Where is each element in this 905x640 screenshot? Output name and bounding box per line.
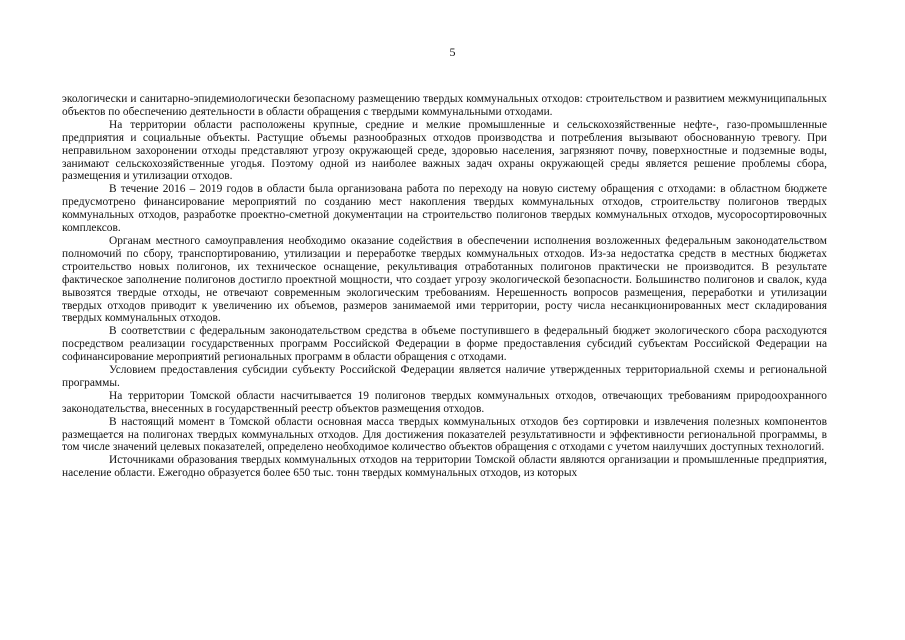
paragraph-3: В течение 2016 – 2019 годов в области была организована работа по переходу на новую систему обращения с отходами: в областном бюджете предусмотрено финансирование мероприятий по созданию мест накопления твердых коммунальных отходов, строительству полигонов твердых коммунальных отходов, разработке проектно-сметной документации на строительство полигонов твердых коммунальных отходов, мусоросортировочных комплексов.: [62, 183, 827, 235]
paragraph-2: На территории области расположены крупные, средние и мелкие промышленные и сельскохозяйственные нефте-, газо-промышленные предприятия и социальные объекты. Растущие объемы разнообразных отходов производства и потребления вызывают обоснованную тревогу. При неправильном захоронении отходы представляют угрозу окружающей среде, здоровью населения, загрязняют почву, поверхностные и подземные воды, занимают сельскохозяйственные угодья. Поэтому одной из наиболее важных задач охраны окружающей среды является решение проблемы сбора, размещения и утилизации отходов.: [62, 118, 827, 183]
paragraph-6: Условием предоставления субсидии субъекту Российской Федерации является наличие утвержденных территориальной схемы и региональной программы.: [62, 364, 827, 389]
document-body: [62, 93, 827, 480]
paragraph-4: Органам местного самоуправления необходимо оказание содействия в обеспечении исполнения возложенных федеральным законодательством полномочий по сбору, транспортированию, утилизации и переработке твердых коммунальных отходов. Из-за недостатка средств в местных бюджетах строительство новых полигонов, их техническое оснащение, рекультивация отработанных полигонов практически не производится. В результате фактическое заполнение полигонов достигло проектной мощности, что создает угрозу экологической безопасности. Большинство полигонов и свалок, куда вывозятся твердые отходы, не отвечают современным экологическим требованиям. Нерешенность вопросов размещения, переработки и утилизации твердых отходов приводит к увеличению их объемов, размеров занимаемой ими территории, росту числа несанкционированных мест складирования твердых коммунальных отходов.: [62, 234, 827, 325]
paragraph-8: В настоящий момент в Томской области основная масса твердых коммунальных отходов без сортировки и извлечения полезных компонентов размещается на полигонах твердых коммунальных отходов. Для достижения показателей результативности и эффективности региональной программы, в том числе значений целевых показателей, определено необходимое количество объектов обращения с отходами с учетом наилучших доступных технологий.: [62, 415, 827, 454]
paragraph-9: Источниками образования твердых коммунальных отходов на территории Томской области являются организации и промышленные предприятия, население области. Ежегодно образуется более 650 тыс. тонн твердых коммунальных отходов, из которых: [62, 454, 827, 480]
paragraph-5: В соответствии с федеральным законодательством средства в объеме поступившего в федеральный бюджет экологического сбора расходуются посредством реализации государственных программ Российской Федерации в форме предоставления субсидий субъектам Российской Федерации на софинансирование мероприятий региональных программ в области обращения с отходами.: [62, 325, 827, 364]
paragraph-1: экологически и санитарно-эпидемиологически безопасному размещению твердых коммунальных отходов: строительством и развитием межмуниципальных объектов по обеспечению деятельности в области обращения с твердыми коммунальными отходами.: [62, 93, 827, 118]
page-number: 5: [449, 45, 456, 59]
paragraph-7: На территории Томской области насчитывается 19 полигонов твердых коммунальных отходов, отвечающих требованиям природоохранного законодательства, внесенных в государственный реестр объектов размещения отходов.: [62, 389, 827, 415]
